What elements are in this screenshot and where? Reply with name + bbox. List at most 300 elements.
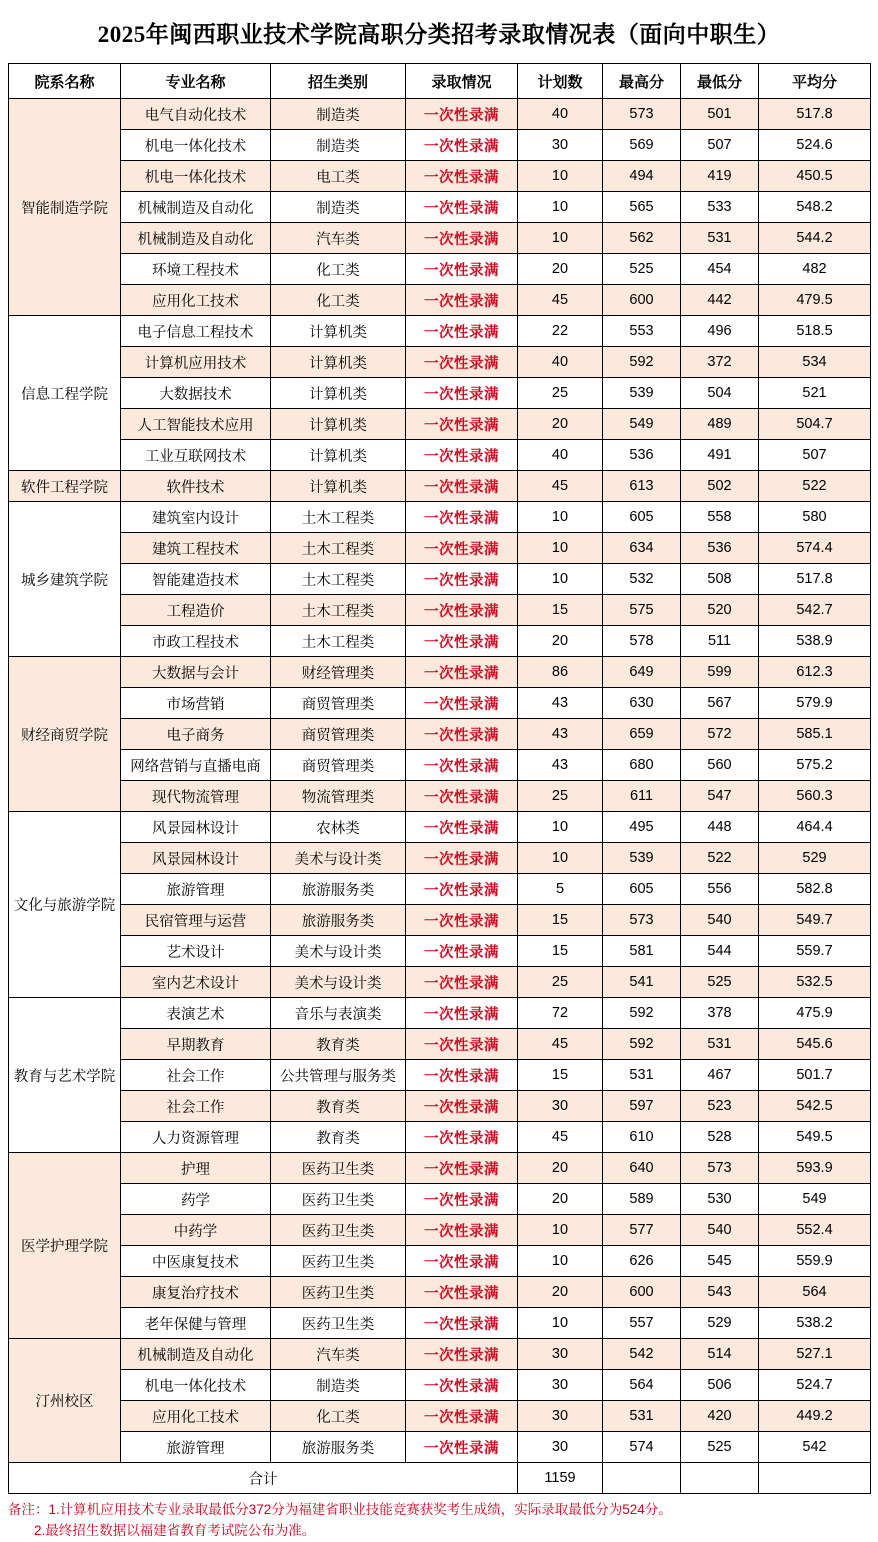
min-score-cell: 442 — [681, 285, 759, 316]
category-cell: 音乐与表演类 — [271, 998, 406, 1029]
admission-results-table — [8, 63, 871, 1494]
max-score-cell: 536 — [603, 440, 681, 471]
major-cell: 风景园林设计 — [121, 843, 271, 874]
avg-score-cell: 464.4 — [759, 812, 871, 843]
max-score-cell: 575 — [603, 595, 681, 626]
avg-score-cell: 585.1 — [759, 719, 871, 750]
avg-score-cell: 559.9 — [759, 1246, 871, 1277]
max-score-cell: 577 — [603, 1215, 681, 1246]
category-cell: 商贸管理类 — [271, 750, 406, 781]
status-badge: 一次性录满 — [406, 1060, 518, 1091]
major-cell: 软件技术 — [121, 471, 271, 502]
plan-count-cell: 25 — [518, 781, 603, 812]
plan-count-cell: 30 — [518, 1339, 603, 1370]
avg-score-cell: 549.7 — [759, 905, 871, 936]
major-cell: 大数据技术 — [121, 378, 271, 409]
major-cell: 大数据与会计 — [121, 657, 271, 688]
max-score-cell: 569 — [603, 130, 681, 161]
status-badge: 一次性录满 — [406, 1246, 518, 1277]
plan-count-cell: 40 — [518, 440, 603, 471]
category-cell: 物流管理类 — [271, 781, 406, 812]
max-score-cell: 626 — [603, 1246, 681, 1277]
avg-score-cell: 548.2 — [759, 192, 871, 223]
max-score-cell: 600 — [603, 1277, 681, 1308]
max-score-cell: 600 — [603, 285, 681, 316]
max-score-cell: 565 — [603, 192, 681, 223]
max-score-cell: 640 — [603, 1153, 681, 1184]
plan-count-cell: 15 — [518, 595, 603, 626]
min-score-cell: 540 — [681, 905, 759, 936]
min-score-cell: 556 — [681, 874, 759, 905]
status-badge: 一次性录满 — [406, 533, 518, 564]
max-score-cell: 531 — [603, 1401, 681, 1432]
department-cell: 软件工程学院 — [9, 471, 121, 502]
avg-score-cell: 532.5 — [759, 967, 871, 998]
plan-count-cell: 20 — [518, 1277, 603, 1308]
min-score-cell: 419 — [681, 161, 759, 192]
plan-count-cell: 72 — [518, 998, 603, 1029]
status-badge: 一次性录满 — [406, 843, 518, 874]
avg-score-cell: 450.5 — [759, 161, 871, 192]
plan-count-cell: 10 — [518, 812, 603, 843]
category-cell: 医药卫生类 — [271, 1277, 406, 1308]
status-badge: 一次性录满 — [406, 688, 518, 719]
max-score-cell: 573 — [603, 905, 681, 936]
category-cell: 旅游服务类 — [271, 905, 406, 936]
status-badge: 一次性录满 — [406, 99, 518, 130]
avg-score-cell: 580 — [759, 502, 871, 533]
status-badge: 一次性录满 — [406, 1091, 518, 1122]
status-badge: 一次性录满 — [406, 502, 518, 533]
avg-score-cell: 449.2 — [759, 1401, 871, 1432]
major-cell: 早期教育 — [121, 1029, 271, 1060]
min-score-cell: 528 — [681, 1122, 759, 1153]
table-row — [9, 874, 871, 905]
major-cell: 老年保健与管理 — [121, 1308, 271, 1339]
plan-count-cell: 22 — [518, 316, 603, 347]
table-row — [9, 564, 871, 595]
status-badge: 一次性录满 — [406, 285, 518, 316]
table-row — [9, 750, 871, 781]
max-score-cell: 541 — [603, 967, 681, 998]
status-badge: 一次性录满 — [406, 161, 518, 192]
plan-count-cell: 20 — [518, 254, 603, 285]
min-score-cell: 372 — [681, 347, 759, 378]
major-cell: 表演艺术 — [121, 998, 271, 1029]
status-badge: 一次性录满 — [406, 936, 518, 967]
min-score-cell: 522 — [681, 843, 759, 874]
table-header-row — [9, 64, 871, 99]
major-cell: 工程造价 — [121, 595, 271, 626]
table-row — [9, 285, 871, 316]
min-score-cell: 544 — [681, 936, 759, 967]
avg-score-cell: 517.8 — [759, 99, 871, 130]
status-badge: 一次性录满 — [406, 347, 518, 378]
category-cell: 美术与设计类 — [271, 967, 406, 998]
min-score-cell: 523 — [681, 1091, 759, 1122]
category-cell: 美术与设计类 — [271, 843, 406, 874]
plan-count-cell: 30 — [518, 1370, 603, 1401]
plan-count-cell: 10 — [518, 843, 603, 874]
min-score-cell: 467 — [681, 1060, 759, 1091]
max-score-cell: 634 — [603, 533, 681, 564]
plan-count-cell: 86 — [518, 657, 603, 688]
table-row — [9, 781, 871, 812]
status-badge: 一次性录满 — [406, 998, 518, 1029]
column-header-min: 最低分 — [681, 64, 759, 99]
table-row — [9, 99, 871, 130]
avg-score-cell: 582.8 — [759, 874, 871, 905]
max-score-cell: 539 — [603, 843, 681, 874]
plan-count-cell: 30 — [518, 1091, 603, 1122]
table-row — [9, 843, 871, 874]
table-row — [9, 471, 871, 502]
max-score-cell: 613 — [603, 471, 681, 502]
plan-count-cell: 30 — [518, 1401, 603, 1432]
status-badge: 一次性录满 — [406, 1370, 518, 1401]
major-cell: 计算机应用技术 — [121, 347, 271, 378]
table-row — [9, 1122, 871, 1153]
column-header-plan: 计划数 — [518, 64, 603, 99]
category-cell: 计算机类 — [271, 440, 406, 471]
table-row — [9, 626, 871, 657]
status-badge: 一次性录满 — [406, 595, 518, 626]
avg-score-cell: 544.2 — [759, 223, 871, 254]
plan-count-cell: 20 — [518, 1184, 603, 1215]
min-score-cell: 567 — [681, 688, 759, 719]
category-cell: 商贸管理类 — [271, 719, 406, 750]
min-score-cell: 545 — [681, 1246, 759, 1277]
category-cell: 土木工程类 — [271, 564, 406, 595]
major-cell: 电子商务 — [121, 719, 271, 750]
plan-count-cell: 10 — [518, 533, 603, 564]
table-row — [9, 1277, 871, 1308]
max-score-cell: 589 — [603, 1184, 681, 1215]
plan-count-cell: 10 — [518, 1246, 603, 1277]
category-cell: 教育类 — [271, 1029, 406, 1060]
major-cell: 网络营销与直播电商 — [121, 750, 271, 781]
avg-score-cell: 527.1 — [759, 1339, 871, 1370]
table-row — [9, 1401, 871, 1432]
avg-score-cell: 575.2 — [759, 750, 871, 781]
max-score-cell: 597 — [603, 1091, 681, 1122]
min-score-cell: 514 — [681, 1339, 759, 1370]
avg-score-cell: 534 — [759, 347, 871, 378]
department-cell: 信息工程学院 — [9, 316, 121, 471]
plan-count-cell: 10 — [518, 223, 603, 254]
table-row — [9, 967, 871, 998]
category-cell: 汽车类 — [271, 223, 406, 254]
status-badge: 一次性录满 — [406, 874, 518, 905]
min-score-cell: 520 — [681, 595, 759, 626]
avg-score-cell: 542.7 — [759, 595, 871, 626]
plan-count-cell: 45 — [518, 471, 603, 502]
plan-count-cell: 43 — [518, 750, 603, 781]
column-header-avg: 平均分 — [759, 64, 871, 99]
category-cell: 医药卫生类 — [271, 1215, 406, 1246]
major-cell: 中药学 — [121, 1215, 271, 1246]
table-row — [9, 1060, 871, 1091]
avg-score-cell: 552.4 — [759, 1215, 871, 1246]
table-row — [9, 998, 871, 1029]
status-badge: 一次性录满 — [406, 378, 518, 409]
plan-count-cell: 43 — [518, 719, 603, 750]
category-cell: 计算机类 — [271, 378, 406, 409]
major-cell: 旅游管理 — [121, 1432, 271, 1463]
column-header-category: 招生类别 — [271, 64, 406, 99]
plan-count-cell: 20 — [518, 626, 603, 657]
major-cell: 市政工程技术 — [121, 626, 271, 657]
status-badge: 一次性录满 — [406, 1153, 518, 1184]
plan-count-cell: 25 — [518, 967, 603, 998]
status-badge: 一次性录满 — [406, 192, 518, 223]
major-cell: 机械制造及自动化 — [121, 223, 271, 254]
min-score-cell: 501 — [681, 99, 759, 130]
table-body — [9, 99, 871, 1494]
avg-score-cell: 479.5 — [759, 285, 871, 316]
major-cell: 人工智能技术应用 — [121, 409, 271, 440]
status-badge: 一次性录满 — [406, 657, 518, 688]
status-badge: 一次性录满 — [406, 471, 518, 502]
min-score-cell: 547 — [681, 781, 759, 812]
plan-count-cell: 5 — [518, 874, 603, 905]
max-score-cell: 557 — [603, 1308, 681, 1339]
table-row — [9, 1153, 871, 1184]
table-notes — [8, 1500, 870, 1542]
major-cell: 机电一体化技术 — [121, 130, 271, 161]
category-cell: 制造类 — [271, 99, 406, 130]
status-badge: 一次性录满 — [406, 1432, 518, 1463]
table-row — [9, 657, 871, 688]
category-cell: 化工类 — [271, 1401, 406, 1432]
table-row — [9, 1184, 871, 1215]
table-row — [9, 130, 871, 161]
status-badge: 一次性录满 — [406, 1308, 518, 1339]
table-row — [9, 409, 871, 440]
major-cell: 工业互联网技术 — [121, 440, 271, 471]
min-score-cell: 502 — [681, 471, 759, 502]
avg-score-cell: 593.9 — [759, 1153, 871, 1184]
avg-score-cell: 524.6 — [759, 130, 871, 161]
category-cell: 旅游服务类 — [271, 1432, 406, 1463]
table-row — [9, 719, 871, 750]
table-row — [9, 161, 871, 192]
category-cell: 医药卫生类 — [271, 1184, 406, 1215]
status-badge: 一次性录满 — [406, 316, 518, 347]
table-row — [9, 223, 871, 254]
status-badge: 一次性录满 — [406, 1184, 518, 1215]
status-badge: 一次性录满 — [406, 626, 518, 657]
total-avg-placeholder — [759, 1463, 871, 1494]
note-line-2: 2.最终招生数据以福建省教育考试院公布为准。 — [34, 1522, 316, 1538]
avg-score-cell: 542.5 — [759, 1091, 871, 1122]
plan-count-cell: 40 — [518, 99, 603, 130]
category-cell: 计算机类 — [271, 409, 406, 440]
min-score-cell: 508 — [681, 564, 759, 595]
avg-score-cell: 560.3 — [759, 781, 871, 812]
table-row — [9, 688, 871, 719]
status-badge: 一次性录满 — [406, 967, 518, 998]
table-row — [9, 440, 871, 471]
plan-count-cell: 30 — [518, 1432, 603, 1463]
major-cell: 社会工作 — [121, 1060, 271, 1091]
major-cell: 社会工作 — [121, 1091, 271, 1122]
min-score-cell: 506 — [681, 1370, 759, 1401]
max-score-cell: 549 — [603, 409, 681, 440]
plan-count-cell: 45 — [518, 285, 603, 316]
table-row — [9, 533, 871, 564]
status-badge: 一次性录满 — [406, 719, 518, 750]
department-cell: 文化与旅游学院 — [9, 812, 121, 998]
plan-count-cell: 15 — [518, 1060, 603, 1091]
total-min-placeholder — [681, 1463, 759, 1494]
min-score-cell: 454 — [681, 254, 759, 285]
column-header-max: 最高分 — [603, 64, 681, 99]
max-score-cell: 574 — [603, 1432, 681, 1463]
table-header — [9, 64, 871, 99]
column-header-department: 院系名称 — [9, 64, 121, 99]
major-cell: 电气自动化技术 — [121, 99, 271, 130]
min-score-cell: 533 — [681, 192, 759, 223]
min-score-cell: 504 — [681, 378, 759, 409]
min-score-cell: 560 — [681, 750, 759, 781]
category-cell: 土木工程类 — [271, 502, 406, 533]
table-row — [9, 1339, 871, 1370]
status-badge: 一次性录满 — [406, 223, 518, 254]
major-cell: 智能建造技术 — [121, 564, 271, 595]
table-row — [9, 812, 871, 843]
max-score-cell: 542 — [603, 1339, 681, 1370]
status-badge: 一次性录满 — [406, 1029, 518, 1060]
min-score-cell: 511 — [681, 626, 759, 657]
plan-count-cell: 30 — [518, 130, 603, 161]
plan-count-cell: 25 — [518, 378, 603, 409]
max-score-cell: 581 — [603, 936, 681, 967]
status-badge: 一次性录满 — [406, 781, 518, 812]
min-score-cell: 531 — [681, 1029, 759, 1060]
table-row — [9, 1370, 871, 1401]
avg-score-cell: 564 — [759, 1277, 871, 1308]
min-score-cell: 572 — [681, 719, 759, 750]
category-cell: 土木工程类 — [271, 533, 406, 564]
avg-score-cell: 549.5 — [759, 1122, 871, 1153]
status-badge: 一次性录满 — [406, 440, 518, 471]
table-row — [9, 192, 871, 223]
max-score-cell: 531 — [603, 1060, 681, 1091]
avg-score-cell: 612.3 — [759, 657, 871, 688]
major-cell: 人力资源管理 — [121, 1122, 271, 1153]
avg-score-cell: 517.8 — [759, 564, 871, 595]
avg-score-cell: 559.7 — [759, 936, 871, 967]
min-score-cell: 536 — [681, 533, 759, 564]
plan-count-cell: 10 — [518, 192, 603, 223]
status-badge: 一次性录满 — [406, 1401, 518, 1432]
avg-score-cell: 522 — [759, 471, 871, 502]
category-cell: 汽车类 — [271, 1339, 406, 1370]
total-label: 合计 — [9, 1463, 518, 1494]
min-score-cell: 530 — [681, 1184, 759, 1215]
avg-score-cell: 507 — [759, 440, 871, 471]
category-cell: 化工类 — [271, 254, 406, 285]
department-cell: 城乡建筑学院 — [9, 502, 121, 657]
department-cell: 医学护理学院 — [9, 1153, 121, 1339]
max-score-cell: 562 — [603, 223, 681, 254]
plan-count-cell: 20 — [518, 1153, 603, 1184]
table-row — [9, 502, 871, 533]
min-score-cell: 573 — [681, 1153, 759, 1184]
department-cell: 汀州校区 — [9, 1339, 121, 1463]
category-cell: 制造类 — [271, 130, 406, 161]
plan-count-cell: 10 — [518, 161, 603, 192]
max-score-cell: 605 — [603, 874, 681, 905]
avg-score-cell: 475.9 — [759, 998, 871, 1029]
avg-score-cell: 542 — [759, 1432, 871, 1463]
major-cell: 民宿管理与运营 — [121, 905, 271, 936]
plan-count-cell: 10 — [518, 502, 603, 533]
avg-score-cell: 501.7 — [759, 1060, 871, 1091]
status-badge: 一次性录满 — [406, 130, 518, 161]
status-badge: 一次性录满 — [406, 905, 518, 936]
table-row — [9, 905, 871, 936]
department-cell: 智能制造学院 — [9, 99, 121, 316]
major-cell: 旅游管理 — [121, 874, 271, 905]
plan-count-cell: 40 — [518, 347, 603, 378]
avg-score-cell: 529 — [759, 843, 871, 874]
major-cell: 机电一体化技术 — [121, 1370, 271, 1401]
status-badge: 一次性录满 — [406, 1122, 518, 1153]
major-cell: 电子信息工程技术 — [121, 316, 271, 347]
category-cell: 土木工程类 — [271, 595, 406, 626]
status-badge: 一次性录满 — [406, 812, 518, 843]
status-badge: 一次性录满 — [406, 564, 518, 595]
max-score-cell: 592 — [603, 347, 681, 378]
major-cell: 机械制造及自动化 — [121, 192, 271, 223]
status-badge: 一次性录满 — [406, 409, 518, 440]
category-cell: 财经管理类 — [271, 657, 406, 688]
category-cell: 计算机类 — [271, 316, 406, 347]
plan-count-cell: 20 — [518, 409, 603, 440]
category-cell: 旅游服务类 — [271, 874, 406, 905]
category-cell: 土木工程类 — [271, 626, 406, 657]
max-score-cell: 553 — [603, 316, 681, 347]
max-score-cell: 539 — [603, 378, 681, 409]
major-cell: 康复治疗技术 — [121, 1277, 271, 1308]
category-cell: 计算机类 — [271, 347, 406, 378]
major-cell: 应用化工技术 — [121, 285, 271, 316]
plan-count-cell: 10 — [518, 1308, 603, 1339]
category-cell: 医药卫生类 — [271, 1153, 406, 1184]
category-cell: 商贸管理类 — [271, 688, 406, 719]
max-score-cell: 532 — [603, 564, 681, 595]
major-cell: 室内艺术设计 — [121, 967, 271, 998]
status-badge: 一次性录满 — [406, 254, 518, 285]
avg-score-cell: 538.9 — [759, 626, 871, 657]
table-row — [9, 1029, 871, 1060]
table-row — [9, 1246, 871, 1277]
table-row — [9, 316, 871, 347]
total-max-placeholder — [603, 1463, 681, 1494]
plan-count-cell: 15 — [518, 936, 603, 967]
major-cell: 中医康复技术 — [121, 1246, 271, 1277]
avg-score-cell: 545.6 — [759, 1029, 871, 1060]
min-score-cell: 531 — [681, 223, 759, 254]
avg-score-cell: 549 — [759, 1184, 871, 1215]
max-score-cell: 630 — [603, 688, 681, 719]
status-badge: 一次性录满 — [406, 1215, 518, 1246]
category-cell: 制造类 — [271, 192, 406, 223]
table-row — [9, 347, 871, 378]
max-score-cell: 495 — [603, 812, 681, 843]
